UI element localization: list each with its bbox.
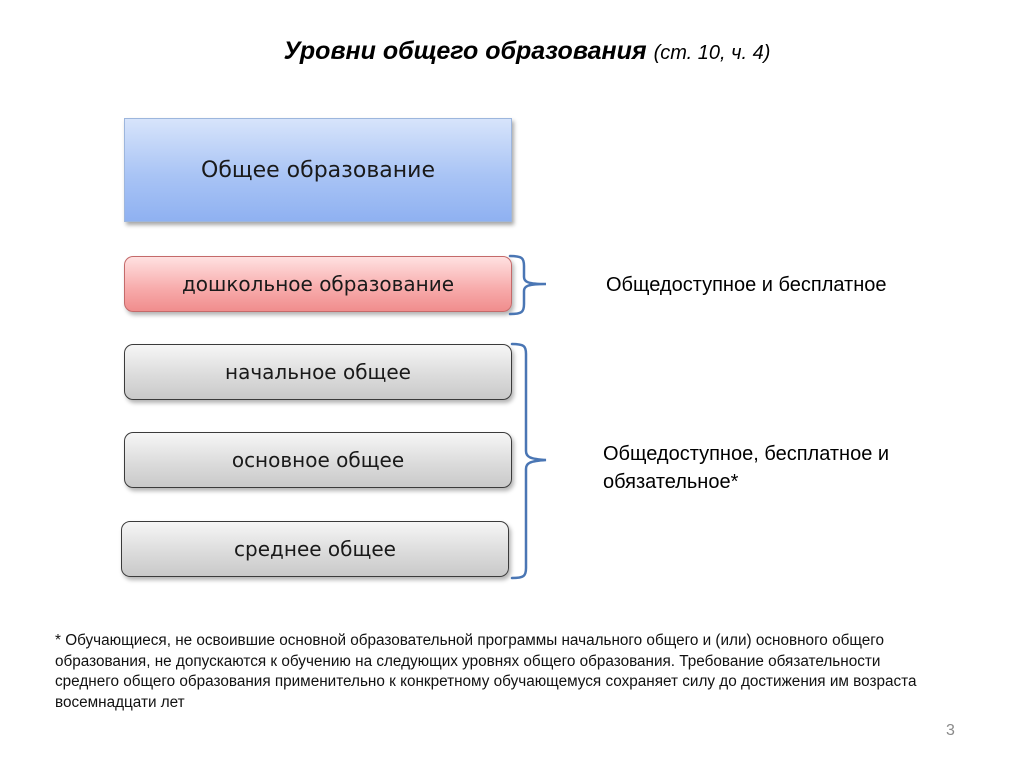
preschool-education-label: дошкольное образование [181,272,455,296]
footnote: * Обучающиеся, не освоившие основной образовательной программы начального общего и (или) основного общего образования, не допускаются к обучению на следующих уровнях общего образования. Требование обязательности среднего общего образования применительно к конкретному обучающемуся сохраняет силу до достижения им возраста восемнадцати лет [55,632,917,711]
secondary-general-label: среднее общее [234,537,396,561]
preschool-bracket [508,254,552,316]
mandatory-access-label: Общедоступное, бесплатное и обязательное* [603,443,890,493]
school-levels-bracket [510,342,554,580]
basic-general-label: основное общее [231,448,405,472]
general-education-box [124,118,512,222]
title-reference: (ст. 10, ч. 4) [653,42,771,64]
basic-general-box [124,432,512,488]
preschool-education-box [124,256,512,312]
page-number: 3 [946,722,955,739]
primary-general-box [124,344,512,400]
slide-title [0,34,1024,70]
primary-general-label: начальное общее [225,360,411,384]
free-access-label: Общедоступное и бесплатное [606,274,887,296]
title-main: Уровни общего образования [283,37,647,65]
general-education-label: Общее образование [201,157,435,183]
secondary-general-box [121,521,509,577]
